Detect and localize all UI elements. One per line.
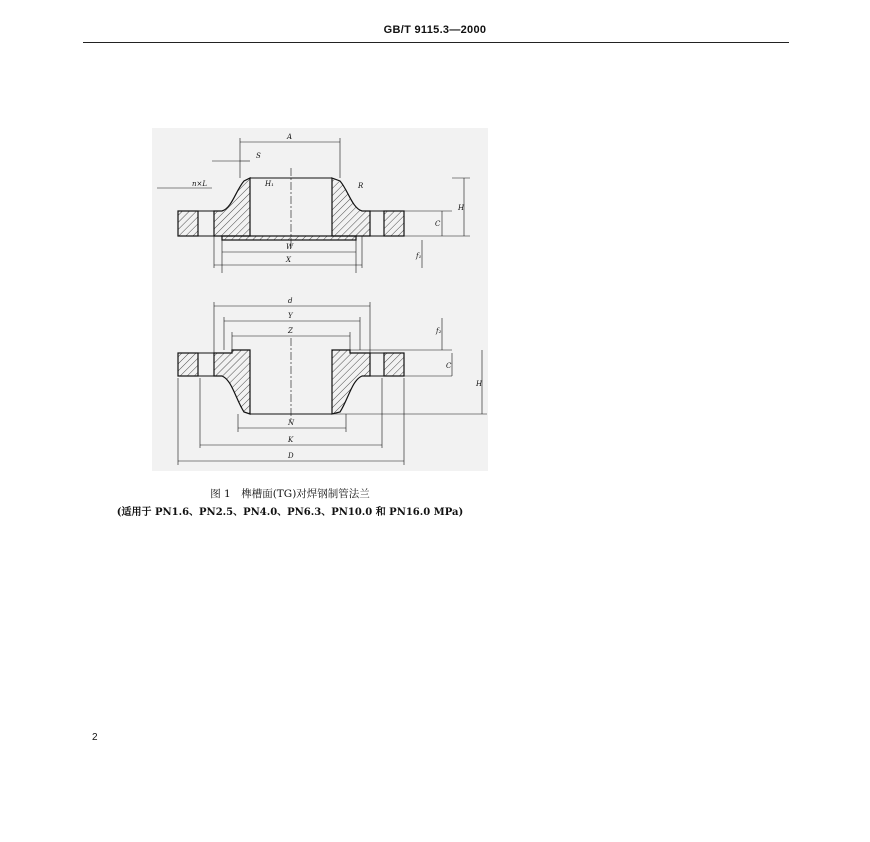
label-Z: Z bbox=[288, 327, 293, 335]
label-f2: f₂ bbox=[436, 327, 442, 335]
lower-left-hub bbox=[214, 350, 250, 414]
label-K: K bbox=[288, 436, 294, 444]
upper-right-hub bbox=[332, 178, 370, 236]
lower-right-hub bbox=[332, 350, 370, 414]
lower-dimension-labels bbox=[287, 297, 483, 460]
upper-right-ring bbox=[384, 211, 404, 236]
label-nxL: n×L bbox=[192, 180, 208, 188]
lower-right-ring bbox=[384, 353, 404, 376]
label-S: S bbox=[256, 152, 261, 160]
label-A: A bbox=[287, 133, 293, 141]
header-rule bbox=[83, 42, 789, 43]
figure-caption-applicability: (适用于 PN1.6、PN2.5、PN4.0、PN6.3、PN10.0 和 PN16.0 MPa) bbox=[116, 507, 464, 518]
label-H1: H₁ bbox=[265, 180, 274, 188]
label-H-lower: H bbox=[476, 380, 483, 388]
label-H-upper: H bbox=[458, 204, 465, 212]
flange-drawing-figure bbox=[152, 128, 488, 471]
page-number: 2 bbox=[92, 732, 98, 743]
label-C-lower: C bbox=[446, 362, 452, 370]
label-D: D bbox=[288, 452, 294, 460]
upper-tongue bbox=[222, 236, 356, 240]
label-N: N bbox=[288, 419, 295, 427]
label-R: R bbox=[358, 182, 364, 190]
figure-caption: 图 1 榫槽面(TG)对焊钢制管法兰 bbox=[210, 488, 370, 500]
flange-technical-drawing bbox=[152, 128, 488, 471]
lower-left-ring bbox=[178, 353, 198, 376]
label-X: X bbox=[286, 256, 291, 264]
label-C-upper: C bbox=[435, 220, 441, 228]
label-W: W bbox=[286, 243, 294, 251]
standard-code-header: GB/T 9115.3—2000 bbox=[383, 24, 487, 36]
label-Y: Y bbox=[288, 312, 293, 320]
label-d: d bbox=[288, 297, 293, 305]
upper-left-hub bbox=[214, 178, 250, 236]
upper-left-ring bbox=[178, 211, 198, 236]
label-f1: f₁ bbox=[416, 252, 422, 260]
